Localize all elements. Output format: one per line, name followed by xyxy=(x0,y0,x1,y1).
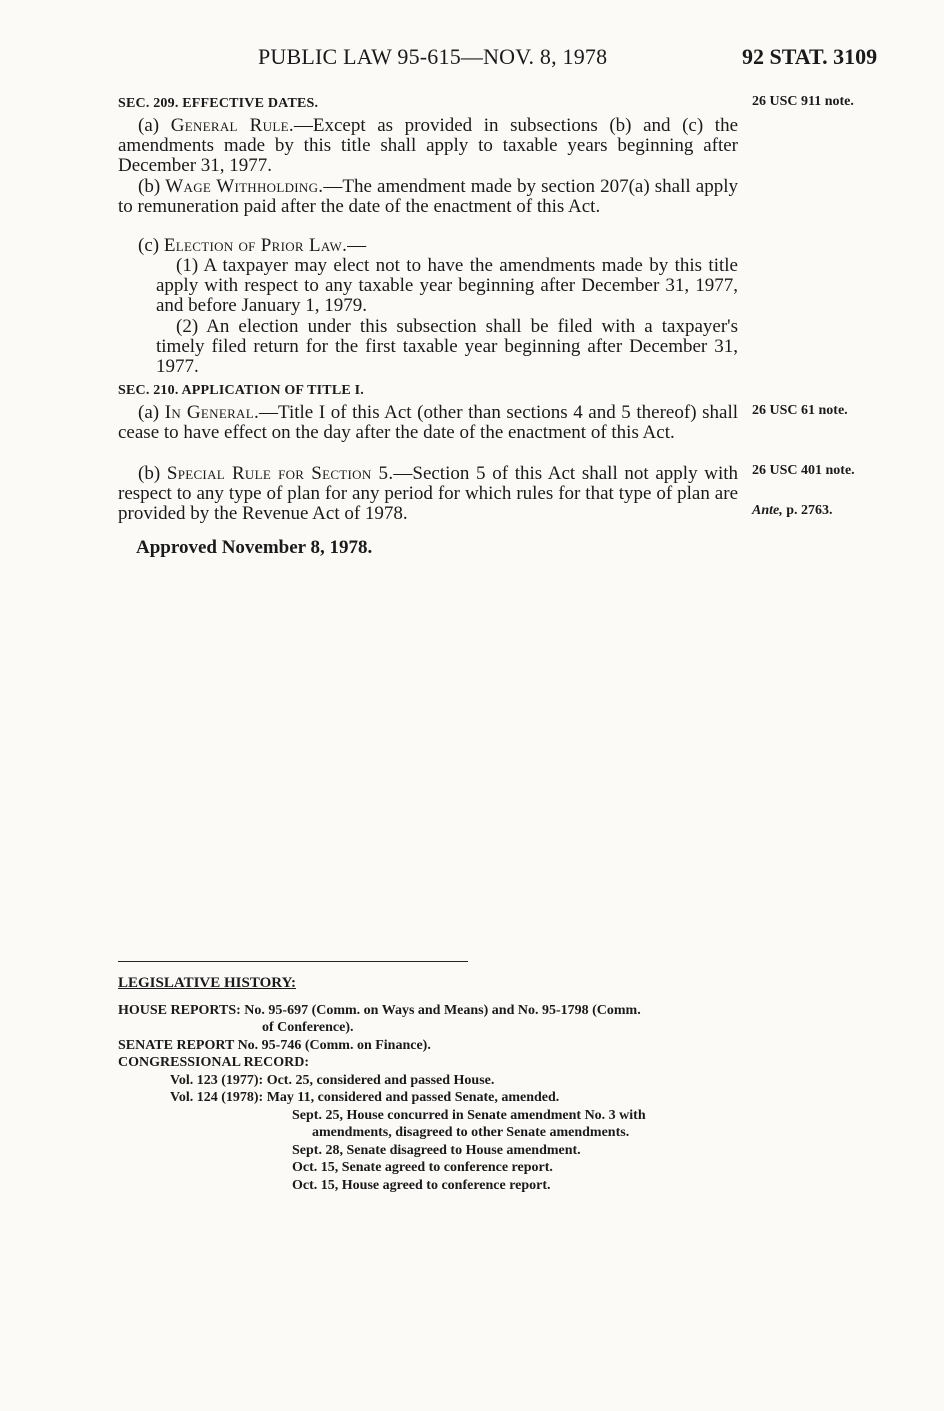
house-reports-line-2: of Conference). xyxy=(262,1020,354,1035)
sec209-c-paragraph-2 xyxy=(118,317,738,377)
margin-note-sec210-a: 26 USC 61 note. xyxy=(752,403,848,418)
running-head xyxy=(0,44,944,74)
record-oct-15-house: Oct. 15, House agreed to conference report. xyxy=(292,1178,551,1193)
record-oct-15-senate: Oct. 15, Senate agreed to conference report. xyxy=(292,1160,553,1175)
margin-note-sec209: 26 USC 911 note. xyxy=(752,94,854,109)
sec209-a-text: —Except as provided in subsections (b) and (c) the amendments made by this title shall apply to taxable years beginning after December 31, 1977. xyxy=(118,115,739,176)
record-sept-25-line-2: amendments, disagreed to other Senate amendments. xyxy=(312,1125,630,1140)
sec210-b-label: (b) xyxy=(138,463,167,484)
legislative-history-title: LEGISLATIVE HISTORY: xyxy=(118,975,297,991)
sec209-c-caption: Election of Prior Law. xyxy=(163,235,348,256)
sec210-a-label: (a) xyxy=(138,402,165,423)
sec209-b-text: —The amendment made by section 207(a) shall apply to remuneration paid after the date of the enactment of this Act. xyxy=(118,176,738,217)
sec209-c-label: (c) xyxy=(138,235,164,256)
sec210-subsection-b xyxy=(118,464,738,524)
margin-note-sec210-b: 26 USC 401 note. xyxy=(752,463,855,478)
record-vol-123: Vol. 123 (1977): Oct. 25, considered and passed House. xyxy=(170,1073,495,1088)
section-210-heading: SEC. 210. APPLICATION OF TITLE I. xyxy=(118,383,364,398)
statute-page-number: 92 STAT. 3109 xyxy=(742,44,878,69)
sec209-a-caption: General Rule. xyxy=(170,115,294,136)
sec210-b-caption: Special Rule for Section 5. xyxy=(166,463,394,484)
running-head-title: PUBLIC LAW 95-615—NOV. 8, 1978 xyxy=(258,44,608,69)
sec209-c-text: — xyxy=(347,235,367,256)
record-sept-28: Sept. 28, Senate disagreed to House amendment. xyxy=(292,1143,581,1158)
congressional-record-heading: CONGRESSIONAL RECORD: xyxy=(118,1055,309,1070)
house-reports-line-1: HOUSE REPORTS: No. 95-697 (Comm. on Ways and Means) and No. 95-1798 (Comm. xyxy=(118,1003,641,1018)
sec209-a-label: (a) xyxy=(138,115,171,136)
sec210-a-caption: In General. xyxy=(164,402,260,423)
approval-line: Approved November 8, 1978. xyxy=(136,537,373,558)
sec210-subsection-a xyxy=(118,403,738,443)
margin-note-ante-italic: Ante, xyxy=(752,503,783,518)
sec209-c2-text: (2) An election under this subsection shall be filed with a taxpayer's timely filed return for the first taxable year beginning after December 31, 1977. xyxy=(156,316,738,377)
sec209-subsection-a xyxy=(118,116,738,176)
record-vol-124: Vol. 124 (1978): May 11, considered and passed Senate, amended. xyxy=(170,1090,560,1105)
sec209-subsection-c xyxy=(118,236,738,256)
sec210-a-text: —Title I of this Act (other than sections 4 and 5 thereof) shall cease to have effect on the day after the date of the enactment of this Act. xyxy=(118,402,738,443)
margin-note-ante xyxy=(752,503,833,519)
senate-report-line: SENATE REPORT No. 95-746 (Comm. on Finance). xyxy=(118,1038,431,1053)
record-sept-25-line-1: Sept. 25, House concurred in Senate amendment No. 3 with xyxy=(292,1108,646,1123)
sec209-subsection-b xyxy=(118,177,738,217)
section-209-heading: SEC. 209. EFFECTIVE DATES. xyxy=(118,96,319,111)
sec209-c-paragraph-1 xyxy=(118,256,738,316)
sec209-c1-text: (1) A taxpayer may elect not to have the amendments made by this title apply with respect to any taxable year beginning after December 31, 1977, and before January 1, 1979. xyxy=(156,255,738,316)
legislative-history-rule xyxy=(118,961,468,962)
sec209-b-caption: Wage Withholding. xyxy=(165,176,324,197)
sec209-b-label: (b) xyxy=(138,176,166,197)
sec210-b-text: —Section 5 of this Act shall not apply with respect to any type of plan for any period for which rules for that type of plan are provided by the Revenue Act of 1978. xyxy=(118,463,739,524)
margin-note-ante-page: p. 2763. xyxy=(782,503,833,518)
